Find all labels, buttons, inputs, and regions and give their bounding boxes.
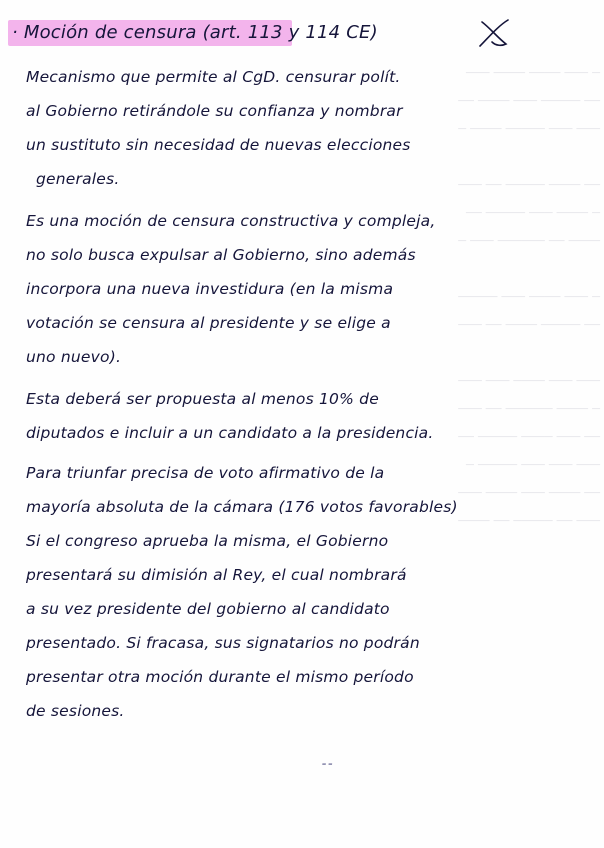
text-line: Si el congreso aprueba la misma, el Gobierno (26, 532, 389, 550)
paragraph-majority (26, 456, 586, 728)
text-line: mayoría absoluta de la cámara (176 votos favorables) (26, 498, 458, 516)
text-line: presentado. Si fracasa, sus signatarios no podrán (26, 634, 420, 652)
text-line: generales. (36, 170, 120, 188)
text-line: Es una moción de censura constructiva y compleja, (26, 212, 436, 230)
text-line: no solo busca expulsar al Gobierno, sino además (26, 246, 416, 264)
text-line: a su vez presidente del gobierno al candidato (26, 600, 390, 618)
text-line: diputados e incluir a un candidato a la presidencia. (26, 424, 434, 442)
paragraph-constructive (26, 204, 586, 374)
text-line: un sustituto sin necesidad de nuevas elecciones (26, 136, 411, 154)
bleed-through-text: ─ ─── ──── ──── ─── ── ───── ─── ──── ── ─── ─── ───── ──── ─ ── ──── ───── ── ─── ─ ──── ─── ───── ── ──── ── ────── ─── ─ ─ ─── ──── ─── ───── ── ───── ──── ── ─── ─── ─── ──── ─── ─── ─ ──── ────── ── ─── ── ─── ──── ───── ── ─── ─── ─── ───── ─ ── ──── ─── ──── ─── ─── ── ───── ── ──── (458, 66, 600, 529)
cross-mark-icon (476, 16, 512, 50)
text-line: Esta deberá ser propuesta al menos 10% de (26, 390, 379, 408)
text-line: al Gobierno retirándole su confianza y nombrar (26, 102, 403, 120)
paragraph-definition (26, 60, 586, 196)
text-line: presentar otra moción durante el mismo período (26, 668, 414, 686)
text-line: Para triunfar precisa de voto afirmativo de la (26, 464, 385, 482)
text-line: votación se censura al presidente y se elige a (26, 314, 391, 332)
paragraph-proposal (26, 382, 586, 450)
text-line: Mecanismo que permite al CgD. censurar polít. (26, 68, 401, 86)
page-mark: ¯¯ (320, 762, 333, 776)
page-title: · Moción de censura (art. 113 y 114 CE) (12, 22, 378, 43)
text-line: presentará su dimisión al Rey, el cual nombrará (26, 566, 407, 584)
text-line: uno nuevo). (26, 348, 122, 366)
text-line: de sesiones. (26, 702, 125, 720)
text-line: incorpora una nueva investidura (en la misma (26, 280, 394, 298)
